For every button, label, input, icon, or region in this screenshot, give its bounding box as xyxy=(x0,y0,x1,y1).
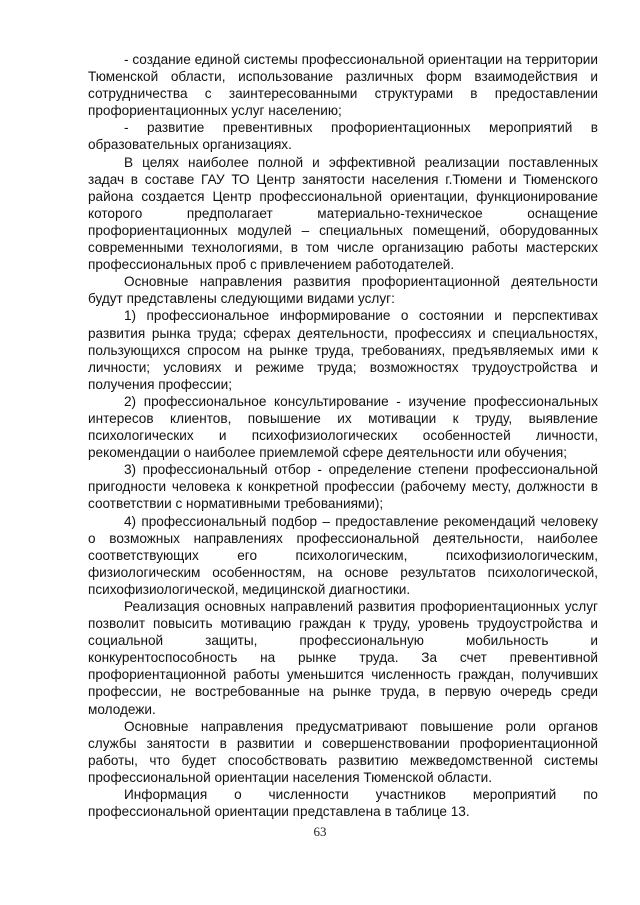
body-text xyxy=(88,51,598,820)
paragraph: 2) профессиональное консультирование - изучение профессиональных интересов клиентов, повышение их мотивации к труду, выявление психологических и психофизиологических особенностей личности, рекомендации о наиболее приемлемой сфере деятельности или обучения; xyxy=(88,393,598,461)
paragraph: - создание единой системы профессиональной ориентации на территории Тюменской области, использование различных форм взаимодействия и сотрудничества с заинтересованными структурами в предоставлении профориентационных услуг населению; xyxy=(88,52,598,119)
paragraph: Реализация основных направлений развития профориентационных услуг позволит повысить мотивацию граждан к труду, уровень трудоустройства и социальной защиты, профессиональную мобильность и конкурентоспособность на рынке труда. За счет превентивной профориентационной работы уменьшится численность граждан, получивших профессии, не востребованные на рынке труда, в первую очередь среди молодежи. xyxy=(88,599,598,717)
paragraph: 3) профессиональный отбор - определение степени профессиональной пригодности человека к конкретной профессии (рабочему месту, должности в соответствии с нормативными требованиями); xyxy=(88,462,598,512)
paragraph: Основные направления развития профориентационной деятельности будут представлены следующими видами услуг: xyxy=(88,274,598,307)
paragraph: - развитие превентивных профориентационных мероприятий в образовательных организациях. xyxy=(88,120,598,153)
paragraph: Информация о численности участников мероприятий по профессиональной ориентации представлена в таблице 13. xyxy=(88,787,598,820)
paragraph: Основные направления предусматривают повышение роли органов службы занятости в развитии и совершенствовании профориентационной работы, что будет способствовать развитию межведомственной системы профессиональной ориентации населения Тюменской области. xyxy=(88,718,598,785)
paragraph: 1) профессиональное информирование о состоянии и перспективах развития рынка труда; сферах деятельности, профессиях и специальностях, пользующихся спросом на рынке труда, требованиях, предъявляемых ими к личности; условиях и режиме труда; возможностях трудоустройства и получения профессии; xyxy=(88,308,598,392)
page-number: 63 xyxy=(313,824,327,839)
paragraph: 4) профессиональный подбор – предоставление рекомендаций человеку о возможных направлениях профессиональной деятельности, наиболее соответствующих его психологическим, психофизиологическим, физиологическим особенностям, на основе результатов психологической, психофизиологической, медицинской диагностики. xyxy=(88,513,598,597)
paragraph: В целях наиболее полной и эффективной реализации поставленных задач в составе ГАУ ТО Центр занятости населения г.Тюмени и Тюменского района создается Центр профессиональной ориентации, функционирование которого предполагает материально-техническое оснащение профориентационных модулей – специальных помещений, оборудованных современными технологиями, в том числе организацию работы мастерских профессиональных проб с привлечением работодателей. xyxy=(88,154,598,273)
